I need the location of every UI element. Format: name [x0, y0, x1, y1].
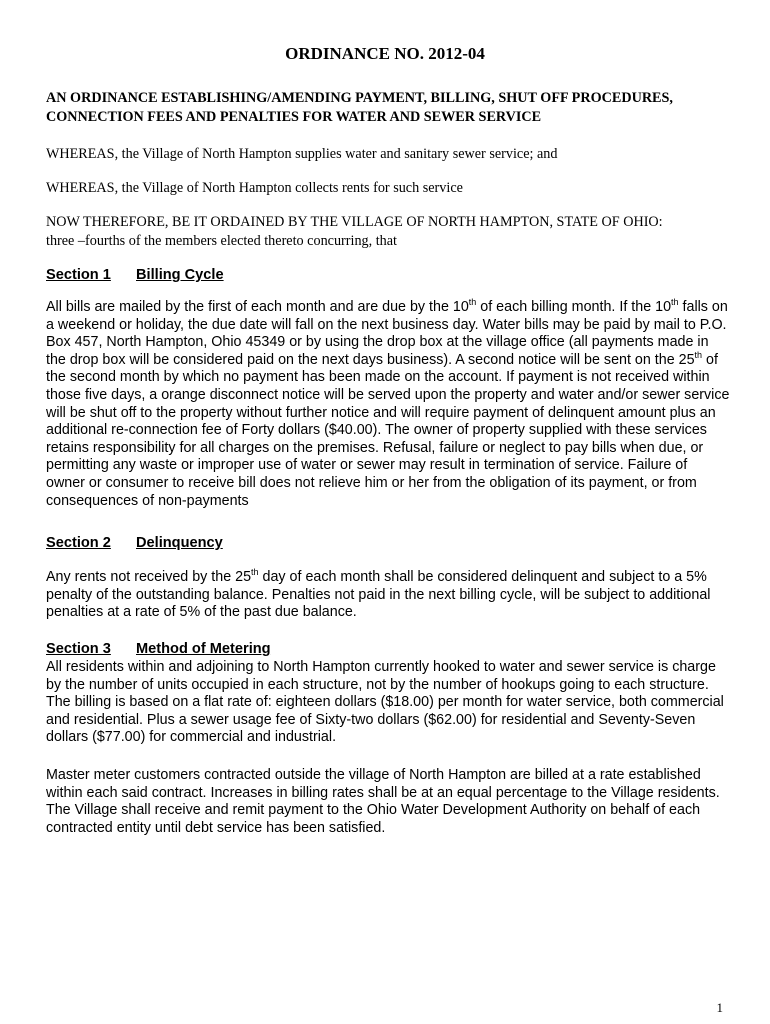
ordinal-suffix: th [251, 567, 259, 578]
ordinance-heading: AN ORDINANCE ESTABLISHING/AMENDING PAYMENT, BILLING, SHUT OFF PROCEDURES, CONNECTION FEES AND PENALTIES FOR WATER AND SEWER SERVICE [46, 90, 673, 125]
section-3-heading [46, 641, 271, 657]
section-1-number: Section 1 [46, 267, 111, 283]
ordained-clause [46, 213, 736, 251]
section-1-title: Billing Cycle [136, 267, 224, 283]
ordained-line-2: three –fourths of the members elected thereto concurring, that [46, 233, 398, 249]
section-2-heading [46, 535, 223, 551]
ordinal-suffix: th [694, 350, 703, 361]
ordinal-suffix: th [468, 297, 477, 308]
section-2-title: Delinquency [136, 535, 223, 551]
section-1-paragraph: All bills are mailed by the first of each month and are due by the 10th of each billing month. If the 10th falls on a weekend or holiday, the due date will fall on the next business day. Water bills may be paid by mail to P.O. Box 457, North Hampton, Ohio 45349 or by using the drop box at the village office (all payments made in the drop box will be considered paid on the next days business). A second notice will be sent on the 25th of the second month by which no payment has been made on the account. If payment is not received within those five days, a orange disconnect notice will be served upon the property and water and/or sewer service will be shut off to the property without further notice and will require payment of delinquent amount plus an additional re-connection fee of Forty dollars ($40.00). The owner of property supplied with these services retains responsibility for all charges on the premises. Refusal, failure or neglect to pay bills when due, or permitting any waste or improper use of water or sewer may result in termination of service. Failure of owner or consumer to receive bill does not relieve him or her from the obligation of its payment, or from consequences of non-payments [46, 297, 730, 509]
ordinal-suffix: th [671, 297, 679, 308]
section-1-heading [46, 267, 224, 283]
section-3-number: Section 3 [46, 641, 111, 657]
whereas-clause-1: WHEREAS, the Village of North Hampton supplies water and sanitary sewer service; and [46, 146, 558, 162]
whereas-clause-2: WHEREAS, the Village of North Hampton collects rents for such service [46, 180, 463, 196]
section-3-title: Method of Metering [136, 641, 271, 657]
section-3-paragraph-2: Master meter customers contracted outside the village of North Hampton are billed at a rate established within each said contract. Increases in billing rates shall be at an equal percentage to the Village residents. The Village shall receive and remit payment to the Ohio Water Development Authority on behalf of each contracted entity until debt service has been satisfied. [46, 767, 720, 836]
section-2-paragraph: Any rents not received by the 25th day of each month shall be considered delinquent and subject to a 5% penalty of the outstanding balance. Penalties not paid in the next billing cycle, will be subject to additional penalties at a rate of 5% of the past due balance. [46, 567, 711, 621]
section-3-paragraph-1: All residents within and adjoining to North Hampton currently hooked to water and sewer service is charge by the number of units occupied in each structure, not by the number of hookups going to each structure. The billing is based on a flat rate of: eighteen dollars ($18.00) per month for water service, both commercial and residential. Plus a sewer usage fee of Sixty-two dollars ($62.00) for residential and Seventy-Seven dollars ($77.00) for commercial and industrial. [46, 659, 724, 746]
ordained-line-1: NOW THEREFORE, BE IT ORDAINED BY THE VILLAGE OF NORTH HAMPTON, STATE OF OHIO: [46, 214, 663, 230]
section-2-number: Section 2 [46, 535, 111, 551]
page-number: 1 [716, 1000, 723, 1015]
ordinance-title: ORDINANCE NO. 2012-04 [285, 44, 485, 63]
